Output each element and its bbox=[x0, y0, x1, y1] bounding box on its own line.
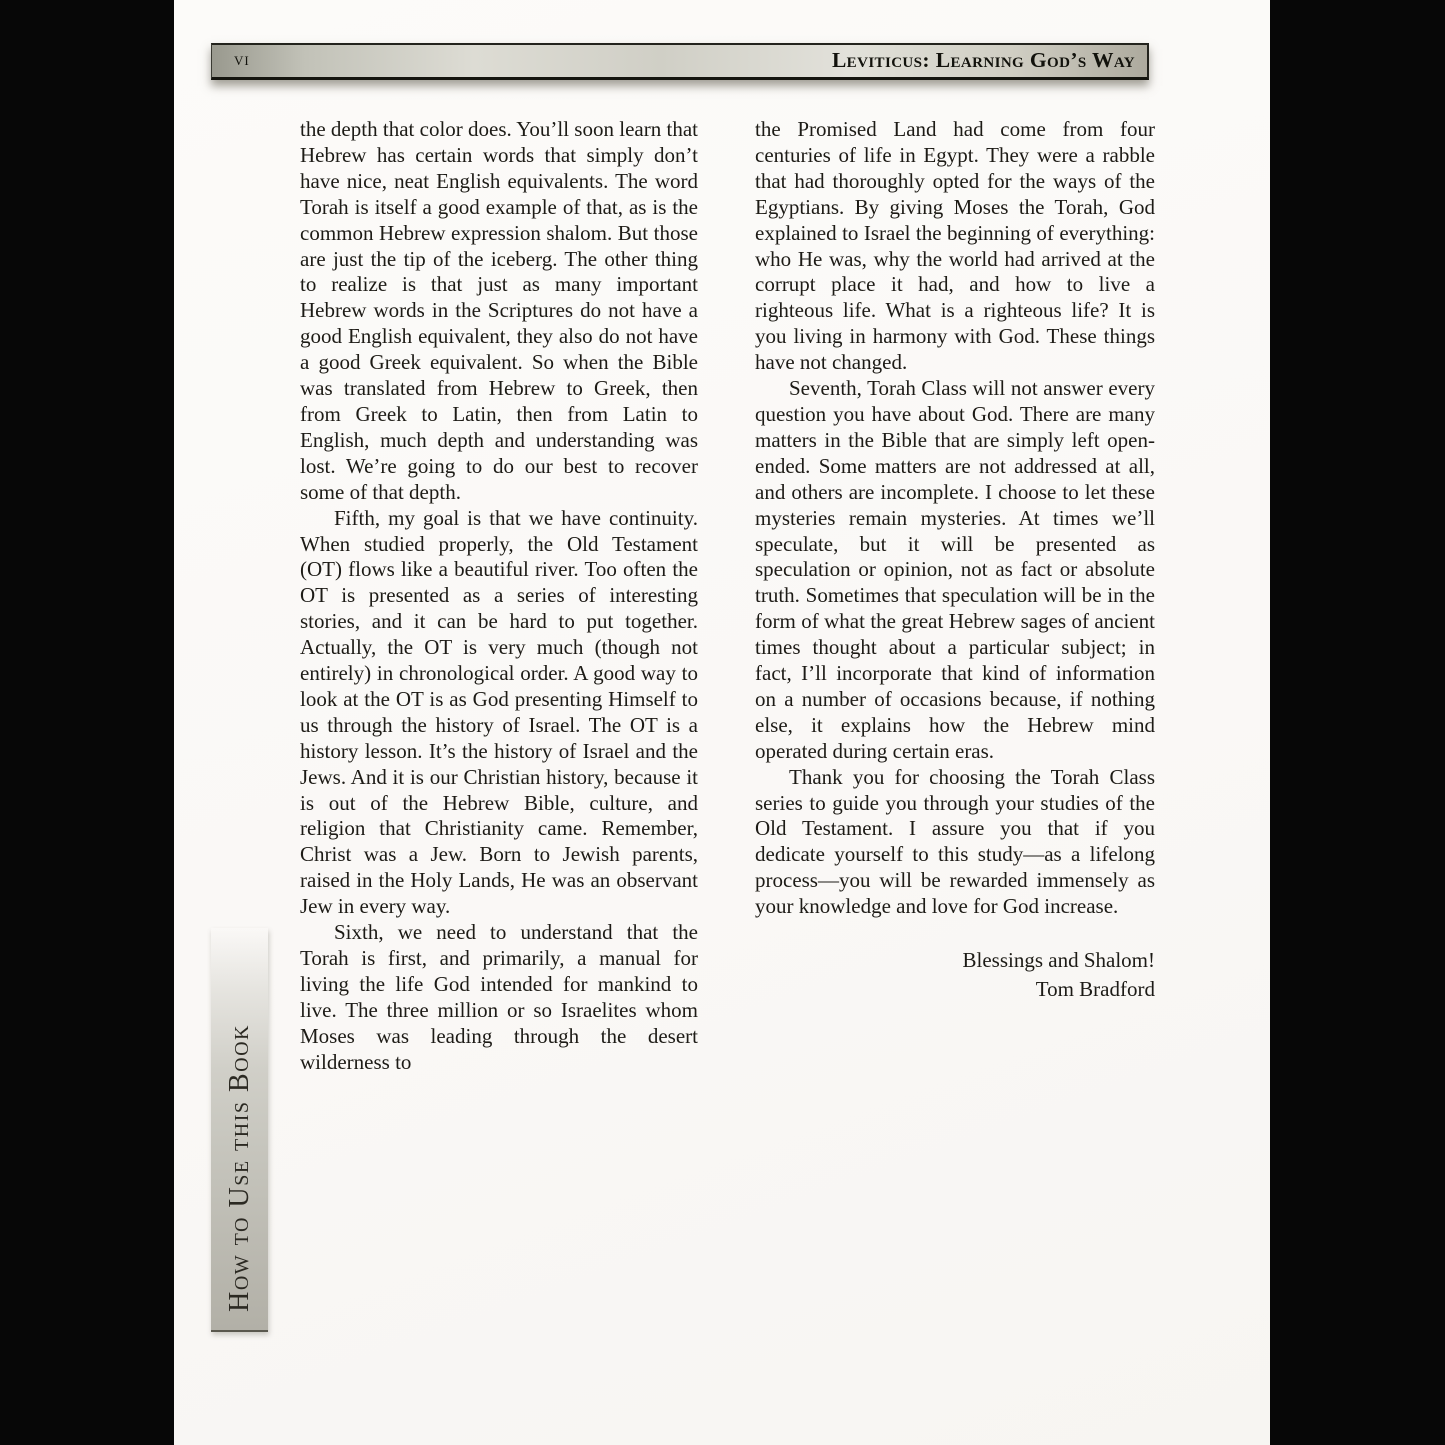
paragraph-sixth: Sixth, we need to understand that the Torah is first, and primarily, a manual for living the life God intended for mankind to live. The three million or so Israelites whom Moses was leading through the desert wilderness to bbox=[300, 920, 698, 1074]
scan-background-right bbox=[1270, 0, 1445, 1445]
page-header-bar bbox=[211, 43, 1149, 80]
chapter-side-tab bbox=[211, 928, 268, 1332]
book-page bbox=[174, 0, 1270, 1445]
paragraph-thanks: Thank you for choosing the Torah Class series to guide you through your studies of the Old Testament. I assure you that if you dedicate yourself to this study—as a lifelong process—you will be rewarded immensely as your knowledge and love for God increase. bbox=[755, 764, 1155, 919]
signature-block bbox=[755, 946, 1155, 1004]
left-text-column bbox=[300, 117, 698, 1076]
book-title: Leviticus: Learning God’s Way bbox=[831, 47, 1135, 72]
signature-blessing: Blessings and Shalom! bbox=[962, 948, 1155, 973]
signature-author: Tom Bradford bbox=[1035, 977, 1155, 1002]
paragraph-seventh: Seventh, Torah Class will not answer every question you have about God. There are many matters in the Bible that are simply left open-ended. Some matters are not addressed at all, and others are incomplete. I choose to let these mysteries remain mysteries. At times we’ll speculate, but it will be presented as speculation or opinion, not as fact or absolute truth. Sometimes that speculation will be in the form of what the great Hebrew sages of ancient times thought about a particular subject; in fact, I’ll incorporate that kind of information on a number of occasions because, if nothing else, it explains how the Hebrew mind operated during certain eras. bbox=[755, 376, 1155, 763]
paragraph-fifth: Fifth, my goal is that we have continuity. When studied properly, the Old Testament (OT) flows like a beautiful river. Too often the OT is presented as a series of interesting stories, and it can be hard to put together. Actually, the OT is very much (though not entirely) in chronological order. A good way to look at the OT is as God presenting Himself to us through the history of Israel. The OT is a history lesson. It’s the history of Israel and the Jews. And it is our Christian history, because it is out of the Hebrew Bible, culture, and religion that Christianity came. Remember, Christ was a Jew. Born to Jewish parents, raised in the Holy Lands, He was an observant Jew in every way. bbox=[300, 505, 698, 919]
paragraph-continuation: the depth that color does. You’ll soon learn that Hebrew has certain words that simply don’t have nice, neat English equivalents. The word Torah is itself a good example of that, as is the common Hebrew expression shalom. But those are just the tip of the iceberg. The other thing to realize is that just as many important Hebrew words in the Scriptures do not have a good English equivalent, they also do not have a good Greek equivalent. So when the Bible was translated from Hebrew to Greek, then from Greek to Latin, then from Latin to English, much depth and understanding was lost. We’re going to do our best to recover some of that depth. bbox=[300, 117, 698, 504]
page-number: vi bbox=[234, 49, 250, 70]
right-text-column bbox=[755, 117, 1155, 1004]
paragraph-continuation-right: the Promised Land had come from four centuries of life in Egypt. They were a rabble that had thoroughly opted for the ways of the Egyptians. By giving Moses the Torah, God explained to Israel the beginning of everything: who He was, why the world had arrived at the corrupt place it had, and how to live a righteous life. What is a righteous life? It is you living in harmony with God. These things have not changed. bbox=[755, 117, 1155, 375]
scan-background-left bbox=[0, 0, 174, 1445]
chapter-side-tab-label: How to Use this Book bbox=[223, 1024, 255, 1312]
